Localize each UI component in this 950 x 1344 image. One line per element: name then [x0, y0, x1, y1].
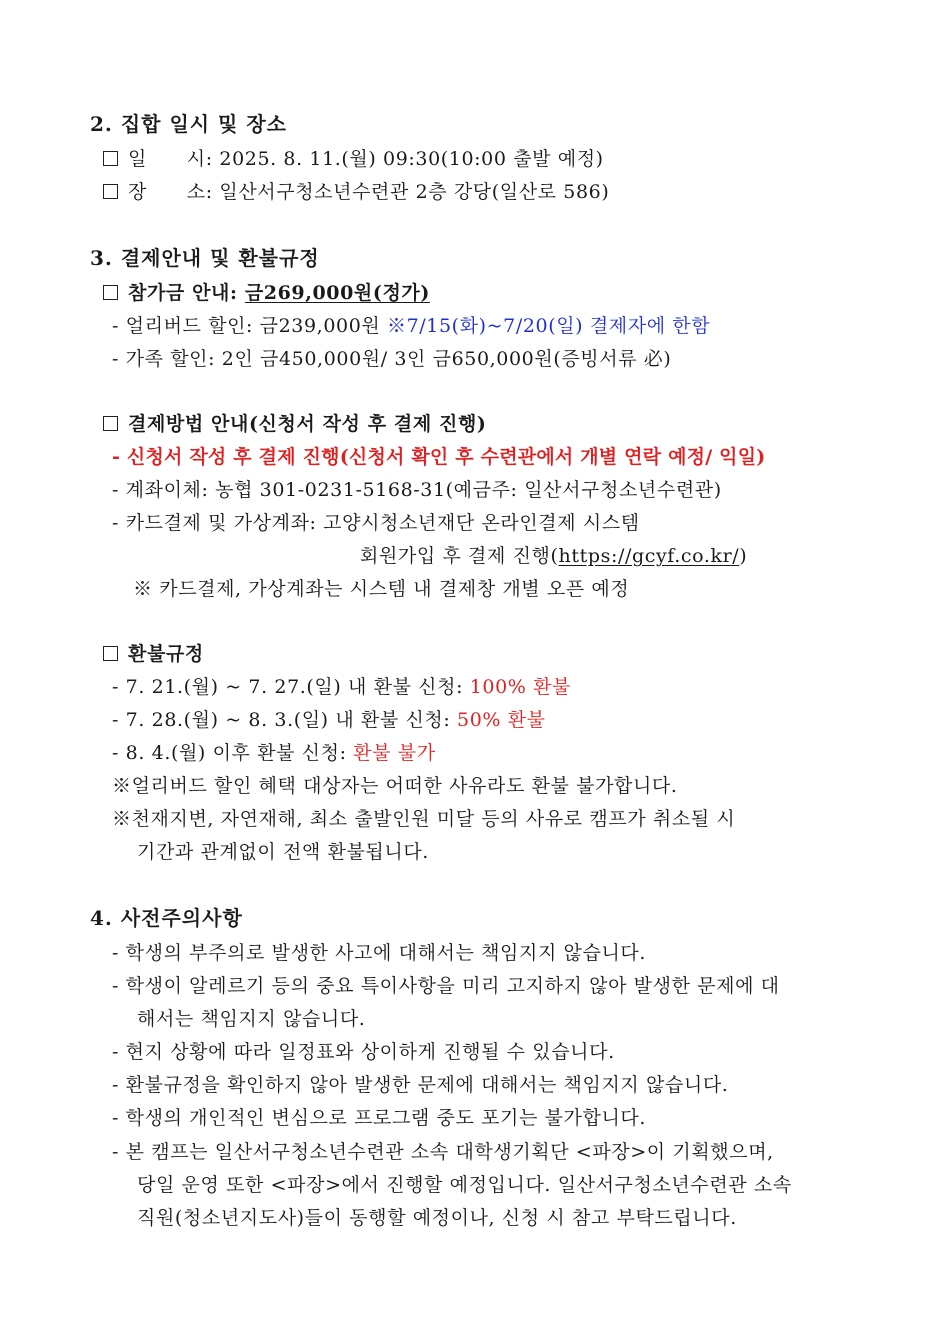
signup-row [360, 543, 747, 569]
checkbox-icon [103, 151, 118, 166]
refund-2-text: - 7. 28.(월) ~ 8. 3.(일) 내 환불 신청: [112, 709, 451, 731]
section-3-heading: 3. 결제안내 및 환불규정 [90, 246, 320, 270]
place-label: 장 소: [128, 181, 213, 203]
fee-row [103, 280, 430, 306]
early-bird-row [112, 313, 710, 339]
precaution-item-cont: 당일 운영 또한 <파장>에서 진행할 예정입니다. 일산서구청소년수련관 소속 [137, 1174, 792, 1196]
refund-3-text: - 8. 4.(월) 이후 환불 신청: [112, 742, 347, 764]
precaution-item: - 본 캠프는 일산서구청소년수련관 소속 대학생기획단 <파장>이 기획했으며, [112, 1141, 774, 1163]
precaution-item-cont: 해서는 책임지지 않습니다. [137, 1008, 366, 1030]
place-row [103, 179, 609, 205]
precaution-item-cont: 직원(청소년지도사)들이 동행할 예정이나, 신청 시 참고 부탁드립니다. [137, 1207, 737, 1229]
refund-note-2-cont: 기간과 관계없이 전액 환불됩니다. [137, 841, 429, 863]
refund-heading: 환불규정 [128, 643, 204, 665]
refund-note-1: ※얼리버드 할인 혜택 대상자는 어떠한 사유라도 환불 불가합니다. [112, 775, 678, 797]
family-discount: - 가족 할인: 2인 금450,000원/ 3인 금650,000원(증빙서류 必) [112, 348, 672, 370]
date-row [103, 146, 604, 172]
refund-note-2: ※천재지변, 자연재해, 최소 출발인원 미달 등의 사유로 캠프가 취소될 시 [112, 808, 736, 830]
refund-1-value: 100% 환불 [469, 676, 571, 698]
precaution-item: - 환불규정을 확인하지 않아 발생한 문제에 대해서는 책임지지 않습니다. [112, 1074, 729, 1096]
refund-1-text: - 7. 21.(월) ~ 7. 27.(일) 내 환불 신청: [112, 676, 464, 698]
refund-2-value: 50% 환불 [457, 709, 546, 731]
payment-method-heading: 결제방법 안내(신청서 작성 후 결제 진행) [128, 413, 487, 435]
section-2-heading: 2. 집합 일시 및 장소 [90, 112, 287, 136]
checkbox-icon [103, 184, 118, 199]
precaution-item: - 학생이 알레르기 등의 중요 특이사항을 미리 고지하지 않아 발생한 문제에 대 [112, 975, 780, 997]
date-value: 2025. 8. 11.(월) 09:30(10:00 출발 예정) [219, 148, 604, 170]
fee-label: 참가금 안내: [128, 282, 238, 304]
payment-method-heading-row [103, 411, 487, 437]
card-note: ※ 카드결제, 가상계좌는 시스템 내 결제창 개별 오픈 예정 [133, 578, 630, 600]
bank-transfer: - 계좌이체: 농협 301-0231-5168-31(예금주: 일산서구청소년수련관) [112, 479, 722, 501]
signup-text: 회원가입 후 결제 진행( [360, 545, 559, 567]
date-label: 일 시: [128, 148, 213, 170]
section-4-heading: 4. 사전주의사항 [90, 906, 243, 930]
refund-heading-row [103, 641, 204, 667]
refund-3-value: 환불 불가 [353, 742, 436, 764]
precaution-item: - 현지 상황에 따라 일정표와 상이하게 진행될 수 있습니다. [112, 1041, 615, 1063]
checkbox-icon [103, 285, 118, 300]
precaution-item: - 학생의 부주의로 발생한 사고에 대해서는 책임지지 않습니다. [112, 942, 646, 964]
fee-value: 금269,000원(정가) [244, 282, 430, 304]
gcyf-link[interactable]: https://gcyf.co.kr/ [558, 545, 740, 567]
refund-row-2 [112, 707, 546, 733]
checkbox-icon [103, 416, 118, 431]
place-value: 일산서구청소년수련관 2층 강당(일산로 586) [219, 181, 610, 203]
refund-row-3 [112, 740, 436, 766]
checkbox-icon [103, 646, 118, 661]
card-payment: - 카드결제 및 가상계좌: 고양시청소년재단 온라인결제 시스템 [112, 512, 640, 534]
precaution-item: - 학생의 개인적인 변심으로 프로그램 중도 포기는 불가합니다. [112, 1107, 646, 1129]
refund-row-1 [112, 674, 571, 700]
signup-close: ) [739, 545, 748, 567]
payment-notice: - 신청서 작성 후 결제 진행(신청서 확인 후 수련관에서 개별 연락 예정/ 익일) [112, 446, 766, 468]
early-bird-note: ※7/15(화)~7/20(일) 결제자에 한함 [386, 315, 711, 337]
early-bird-text: - 얼리버드 할인: 금239,000원 [112, 315, 381, 337]
